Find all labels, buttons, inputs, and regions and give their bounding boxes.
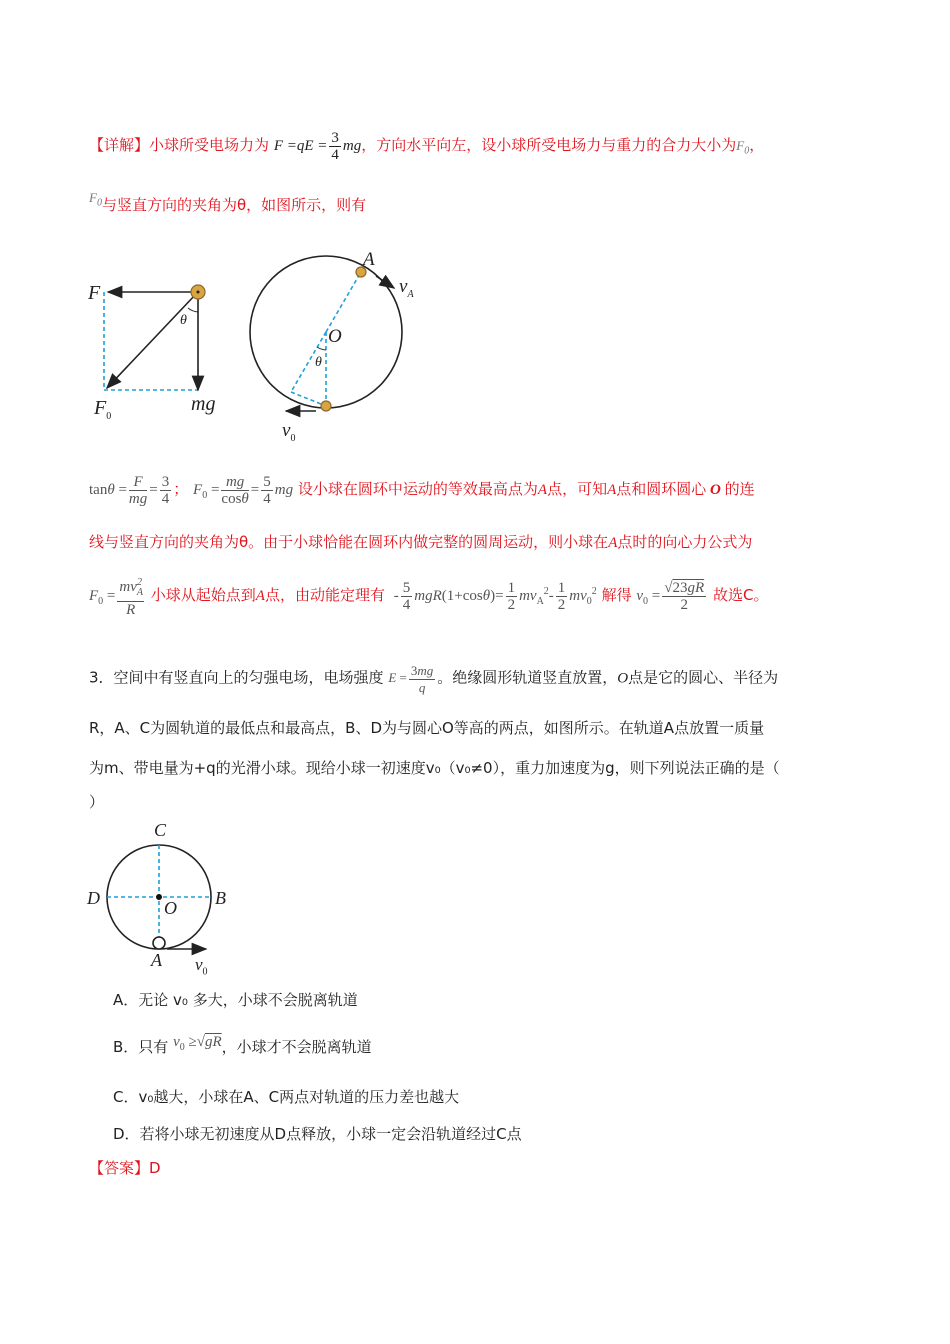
- question-3-line-3: 为m、带电量为+q的光滑小球。现给小球一初速度v₀（v₀≠0），重力加速度为g，则下列说法正确的是（: [89, 759, 780, 777]
- question-3-line-4: ）: [89, 793, 105, 811]
- label-A: A: [363, 249, 375, 270]
- label-mg: mg: [191, 393, 216, 415]
- detail-line-2: $F_0$与竖直方向的夹角为θ，如图所示，则有: [89, 190, 367, 214]
- option-B: B．只有 $v_0 \ge√gR$，小球才不会脱离轨道: [113, 1034, 372, 1056]
- label-O: O: [328, 326, 342, 347]
- option-D: D．若将小球无初速度从D点释放，小球一定会沿轨道经过C点: [113, 1125, 522, 1143]
- detail-tag: 【详解】: [89, 135, 150, 154]
- label-B: B: [215, 888, 226, 908]
- label-O-2: O: [164, 898, 177, 918]
- label-A-2: A: [151, 950, 162, 970]
- label-vA: $v_A$: [399, 276, 414, 300]
- answer-tag: 【答案】: [89, 1159, 150, 1177]
- label-theta-1: θ: [180, 313, 187, 328]
- answer: [89, 1158, 161, 1178]
- question-3-line-1: 3．空间中有竖直向上的匀强电场，电场强度 E = $\frac{3mg}{q}$ 。绝缘圆形轨道竖直放置，O点是它的圆心、半径为: [89, 663, 779, 695]
- label-D: D: [87, 888, 100, 908]
- detail-line-3: tanθ = $\frac{F}{mg}$ = $\frac{3}{4}$ ； $F_0$ = $\frac{mg}{\cos\theta}$ = $\frac{5}{4}$ mg 设小球在圆环中运动的等效最高点为A点，可知A点和圆环圆心 O 的连: [89, 474, 755, 507]
- label-F0: $F_0$: [94, 397, 112, 422]
- question-3-line-2: R，A、C为圆轨道的最低点和最高点，B、D为与圆心O等高的两点，如图所示。在轨道A点放置一质量: [89, 719, 765, 737]
- label-F: F: [88, 282, 101, 304]
- label-v0-2: $v_0$: [195, 955, 208, 978]
- formula-F-qE: F =qE = $\frac{3}{4}$ mg: [273, 130, 362, 163]
- detail-line-5: $F_0$ = $\frac{mv_A^2}{R}$ 小球从起始点到A点，由动能定理有 - $\frac{5}{4}$ mgR(1+cosθ)= $\frac{1}{2}$ $mv_A^2-$ $\frac{1}{2}$ $mv_0^2$ 解得 $v_0$ = $\frac{√23gR}{2}$ 故选C。: [89, 577, 769, 618]
- option-A: A．无论 v₀ 多大，小球不会脱离轨道: [113, 991, 358, 1009]
- detail-line-4: 线与竖直方向的夹角为θ。由于小球恰能在圆环内做完整的圆周运动，则小球在A点时的向心力公式为: [89, 533, 753, 551]
- detail-line-1: 【详解】小球所受电场力为 F =qE = $\frac{3}{4}$ mg，方向水平向左，设小球所受电场力与重力的合力大小为$F_0$，: [89, 130, 765, 163]
- label-v0: $v_0$: [282, 420, 296, 444]
- answer-value: D: [149, 1159, 161, 1177]
- label-theta-2: θ: [315, 355, 322, 370]
- label-C: C: [154, 820, 167, 840]
- option-C: C．v₀越大，小球在A、C两点对轨道的压力差也越大: [113, 1088, 460, 1106]
- force-diagram: [80, 250, 440, 450]
